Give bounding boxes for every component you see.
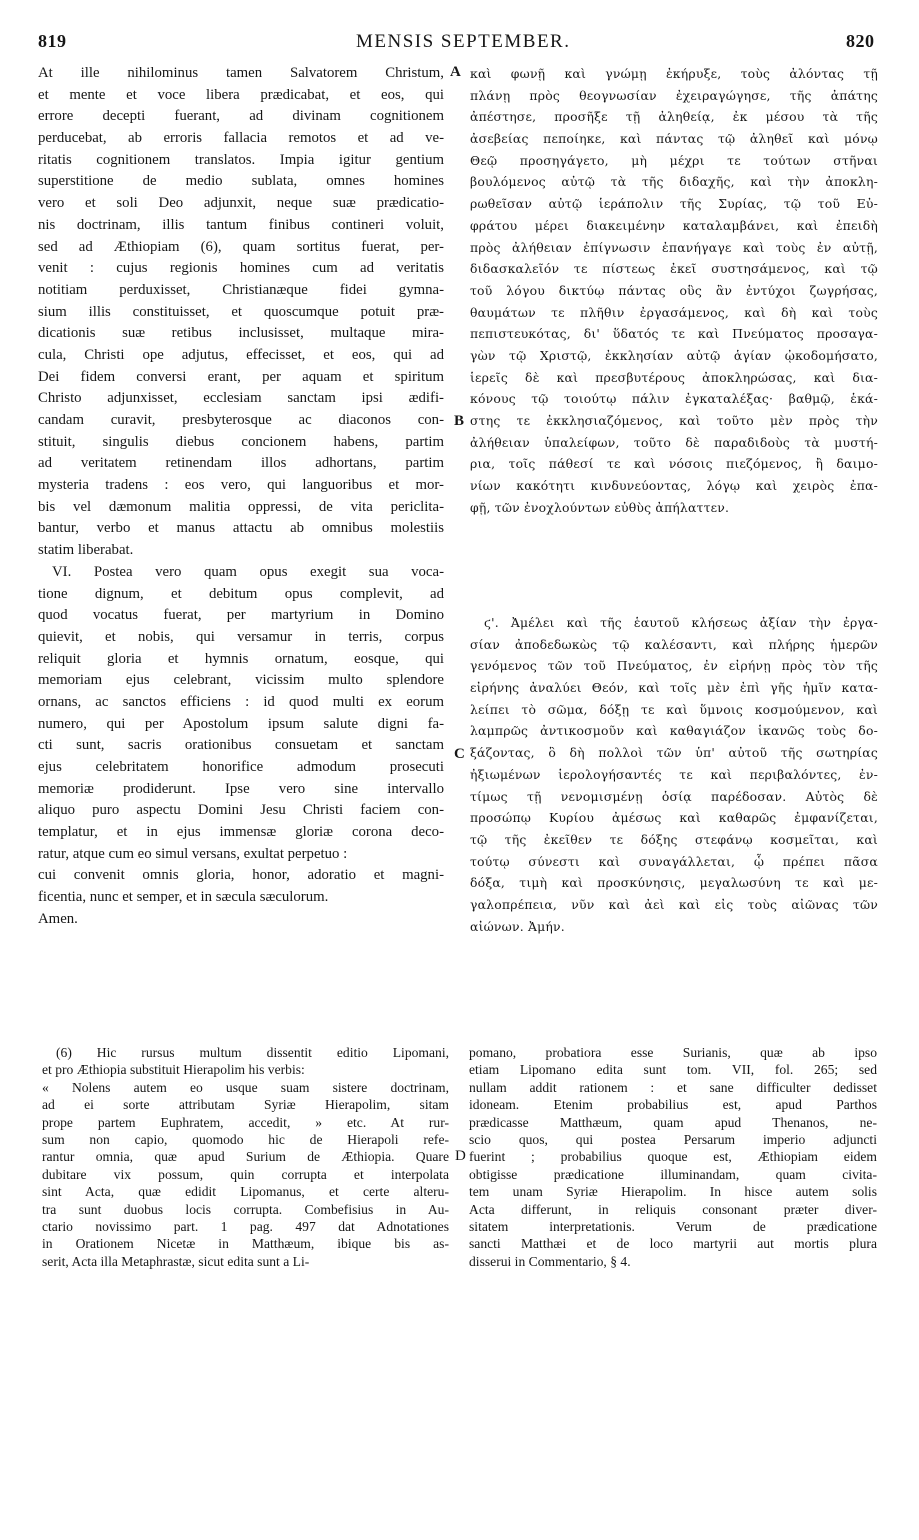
greek-text-column-section-vi xyxy=(470,612,878,937)
text-line: ad veritatem retinendam illos adhortans, partim xyxy=(38,455,444,472)
text-line: candam curavit, presbyterosque ac diaconos con- xyxy=(38,412,444,428)
text-line: sium illis constituisset, et quoscumque potuit præ- xyxy=(38,303,444,320)
text-line: (6) Hic rursus multum dissentit editio Lipomani, xyxy=(56,1045,449,1060)
text-line: ornans, ac sanctos efficiens : id quod multi ex eorum xyxy=(38,693,444,710)
text-line: πλάνῃ πρὸς θεογνωσίαν ἐχειραγώγησε, τῆς ἀπάτης xyxy=(470,87,878,103)
text-line: τοῦ λόγου δικτύῳ πάντας οὓς ἂν ἐντύχοι ζωγρήσας, xyxy=(470,282,878,298)
text-line: πρὸς ἀλήθειαν ἐπίγνωσιν ἐπανήγαγε καὶ τοὺς ἐν αὐτῇ, xyxy=(470,239,878,255)
text-line: ἀλήθειαν ὑπαλείφων, τοῦτο δὲ παραδιδοὺς τὰ μυστή- xyxy=(470,434,878,450)
text-line: εἰρήνης ἀναλύει Θεόν, καὶ τοῖς μὲν ἐπὶ γῆς ἡμῖν κατα- xyxy=(470,680,878,696)
text-line: cti sunt, sacris orationibus consuetam et sanctam xyxy=(38,737,444,754)
text-line: dicationis suæ retibus inclusisset, multaque mira- xyxy=(38,325,444,342)
text-line: ficentia, nunc et semper, et in sæcula sæculorum. xyxy=(38,889,329,906)
text-line: sancti Matthæi et de loco martyrii aut mortis plura xyxy=(469,1236,877,1252)
greek-text-column xyxy=(470,63,878,518)
text-line: ξάζοντας, ὃ δὴ πολλοὶ τῶν ὑπ' αὐτοῦ τῆς σωτηρίας xyxy=(470,745,878,761)
text-line: mysteria tradens : eos vero, qui languoribus et mor- xyxy=(38,477,444,494)
text-line: Christo adjunxisset, ecclesiam sanctam ipsi ædifi- xyxy=(38,390,444,407)
text-line: ϛ'. Ἀμέλει καὶ τῆς ἑαυτοῦ κλήσεως ἀξίαν τὴν ἐργα- xyxy=(484,615,878,630)
text-line: ctario novissimo part. 1 pag. 497 dat Adnotationes xyxy=(42,1218,449,1234)
margin-marker-b: B xyxy=(454,413,465,429)
footnote-left-column xyxy=(42,1044,449,1270)
text-line: obtigisse prædicatione illuminandam, quam civita- xyxy=(469,1166,877,1182)
text-line: nullam addit rationem : et sane difficulter dedisset xyxy=(469,1079,877,1095)
text-line: dubitare vix possum, quin corrupta et interpolata xyxy=(42,1166,449,1182)
text-line: γὼν τῷ Χριστῷ, ἐκκλησίαν αὐτῷ ἁγίαν ᾠκοδομήσατο, xyxy=(470,347,878,363)
text-line: πεπιστευκότας, δι' ὕδατός τε καὶ Πνεύματος προσαγα- xyxy=(470,326,878,342)
text-line: venit : cujus regionis homines cum ad veritatis xyxy=(38,260,444,277)
text-line: γαλοπρέπεια, νῦν καὶ ἀεὶ καὶ εἰς τοὺς αἰῶνας τῶν xyxy=(470,896,878,912)
text-line: rantur omnia, quæ apud Surium de Æthiopia. Quare xyxy=(42,1149,449,1165)
text-line: reliquit gloria et hymnis ornatum, eosque, qui xyxy=(38,650,444,667)
text-line: φράτου μέρει διακειμένην καταλαμβάνει, καὶ ἐπειδὴ xyxy=(470,217,878,233)
text-line: λαμπρῶς ἀντικοσμοῦν καὶ καθαγιάζον ἱκανῶς τοὺς δο- xyxy=(470,723,878,739)
text-line: nis doctrinam, illis tantum finibus contineri voluit, xyxy=(38,216,444,233)
text-line: templatur, et in ejus immensæ gloriæ corona deco- xyxy=(38,824,444,841)
footnote-right-column xyxy=(469,1044,877,1270)
text-line: γενόμενος τῶν τοῦ Πνεύματος, ἐν εἰρήνῃ πρὸς τὸν τῆς xyxy=(470,658,878,674)
text-line: προσώπῳ Κυρίου ἀμέσως καὶ καθαρῶς ἐμφανίζεται, xyxy=(470,810,878,826)
text-line: ρωθεῖσαν αὐτῷ ἱεράπολιν τῆς Συρίας, τῷ τοῦ Εὐ- xyxy=(470,196,878,212)
text-line: νίων κακότητι κινδυνεύοντας, λόγῳ καὶ χειρὸς ἐπα- xyxy=(470,478,878,494)
text-line: φῇ, τῶν ἐνοχλούντων εὐθὺς ἀπήλαττεν. xyxy=(470,499,730,515)
text-line: Θεῷ προσηγάγετο, μὴ μέχρι τε τούτων στῆναι xyxy=(470,152,878,168)
text-line: tione dignum, et debitum opus complevit, ad xyxy=(38,585,444,602)
text-line: Amen. xyxy=(38,910,78,927)
text-line: Dei fidem conversi erant, per aquam et spiritum xyxy=(38,368,444,385)
text-line: prope partem Euphratem, accedit, » etc. At rur- xyxy=(42,1114,449,1130)
running-title: MENSIS SEPTEMBER. xyxy=(356,31,571,52)
text-line: idoneam. Etenim probabilius est, apud Parthos xyxy=(469,1097,877,1113)
text-line: notitiam perduxisset, Christianæque fidei gymna- xyxy=(38,281,444,298)
text-line: ad ei sorte attributam Syriæ Hierapolim, sitam xyxy=(42,1097,449,1113)
text-line: τίμως τῇ νενομισμένῃ ὁσίᾳ παρέδοσαν. Αὐτὸς δὲ xyxy=(470,788,878,804)
text-line: cui convenit omnis gloria, honor, adoratio et magni- xyxy=(38,867,444,884)
text-line: disserui in Commentario, § 4. xyxy=(469,1253,631,1269)
text-line: αἰώνων. Ἀμήν. xyxy=(470,918,565,934)
margin-marker-c: C xyxy=(454,746,465,762)
text-line: perducebat, ab erroris fallacia remotos et ad ve- xyxy=(38,130,444,147)
text-line: « Nolens autem eo usque suam sistere doctrinam, xyxy=(42,1079,449,1095)
text-line: sitatem interpretationis. Verum de prædicatione xyxy=(469,1218,877,1234)
text-line: διδασκαλεῖόν τε πίστεως ἐκεῖ συστησάμενος, καὶ τῷ xyxy=(470,261,878,277)
text-line: etiam Lipomano edita sunt tom. VII, fol. 265; sed xyxy=(469,1062,877,1078)
text-line: VI. Postea vero quam opus exegit sua voca- xyxy=(52,563,444,580)
text-line: ratur, atque cum eo simul versans, exultat perpetuo : xyxy=(38,845,348,862)
text-line: τούτῳ σύνεστι καὶ συναγάλλεται, ᾧ πρέπει πᾶσα xyxy=(470,853,878,869)
text-line: memoriæ prodiderunt. Ipse vero sine intervallo xyxy=(38,780,444,797)
latin-text-column xyxy=(38,63,444,931)
text-line: sum non capio, quomodo hic de Hierapoli refe- xyxy=(42,1131,449,1147)
text-line: At ille nihilominus tamen Salvatorem Christum, xyxy=(38,65,444,81)
text-line: pomano, probatiora esse Surianis, quæ ab ipso xyxy=(469,1045,877,1060)
page-number-left: 819 xyxy=(38,31,67,51)
text-line: bantur, verbo et manus attactu ab omnibus molestiis xyxy=(38,520,444,537)
text-line: fuerint ; probabilius quoque est, Æthiopiam eidem xyxy=(469,1149,877,1165)
text-line: ἀσεβείας πεποίηκε, καὶ πάντας τῷ ἀληθεῖ καὶ μόνῳ xyxy=(470,131,878,147)
text-line: ἱερεῖς δὲ καὶ πρεσβυτέρους ἀποκληρώσας, καὶ δια- xyxy=(470,369,878,385)
text-line: Acta differunt, in reliquis consonant præter diver- xyxy=(469,1201,877,1217)
text-line: σίαν ἀποδεδωκὼς τῷ καλέσαντι, καὶ πλήρης ἡμερῶν xyxy=(470,636,878,652)
text-line: καὶ φωνῇ καὶ γνώμῃ ἐκήρυξε, τοὺς ἀλόντας τῇ xyxy=(470,66,878,81)
text-line: λείπει τὸ σῶμα, δόξῃ τε καὶ ὕμνοις κοσμούμενον, καὶ xyxy=(470,701,878,717)
text-line: et pro Æthiopia substituit Hierapolim his verbis: xyxy=(42,1062,305,1078)
text-line: βουλόμενος αὐτῷ τὰ τῆς διδαχῆς, καὶ τὴν ἀποκλη- xyxy=(470,174,878,190)
text-line: bis vel dæmonum malitia oppressi, de vita periclita- xyxy=(38,498,444,515)
text-line: tra sunt duobus locis corrupta. Combefisius in Au- xyxy=(42,1201,449,1217)
margin-marker-a: A xyxy=(450,64,461,80)
text-line: et mente et voce libera prædicabat, et eos, qui xyxy=(38,86,444,103)
text-line: sed ad Æthiopiam (6), quam sortitus fuerat, per- xyxy=(38,238,444,255)
text-line: ἠξιωμένων ἱερολογήσαντές τε καὶ περιβαλόντες, ἐν- xyxy=(470,766,878,782)
text-line: errore decepti fuerant, ad divinam cognitionem xyxy=(38,108,444,125)
text-line: memoriam ejus celebrant, vicissim multo splendore xyxy=(38,672,444,689)
text-line: ρια, τοῖς πάθεσί τε καὶ νόσοις πιεζόμενος, ἢ δαιμο- xyxy=(470,456,878,472)
text-line: prædicasse Matthæum, quam apud Thenanos, ne- xyxy=(469,1114,877,1130)
text-line: vero et soli Deo adjunxit, neque suæ prædicatio- xyxy=(38,195,444,212)
text-line: statim liberabat. xyxy=(38,542,134,559)
text-line: ritatis cognitionem translatos. Impia igitur gentium xyxy=(38,151,444,168)
text-line: τῷ τῆς ἐκεῖθεν τε δόξης στεφάνῳ κοσμεῖται, καὶ xyxy=(470,831,878,847)
text-line: cula, Christi ope adjutus, effecisset, et eos, qui ad xyxy=(38,346,444,363)
text-line: ejus celebritatem honorifice admodum prosecuti xyxy=(38,759,444,775)
text-line: ἀπέστησε, προσῆξε τῇ ἀληθείᾳ, ἐκ μέσου τὰ τῆς xyxy=(470,109,878,125)
text-line: δόξα, τιμὴ καὶ προσκύνησις, μεγαλωσύνη τε καὶ με- xyxy=(470,875,878,891)
text-line: tem unam Syriæ Hierapolim. In hisce autem solis xyxy=(469,1184,877,1200)
text-line: στης τε ἐκκλησιαζόμενος, καὶ τοῦτο μὲν πρὸς τὴν xyxy=(470,413,878,428)
text-line: serit, Acta illa Metaphrastæ, sicut edita sunt a Li- xyxy=(42,1253,310,1269)
page-number-right: 820 xyxy=(846,31,875,51)
text-line: scio quos, qui postea Persarum imperio adjuncti xyxy=(469,1131,877,1147)
text-line: numero, qui per Apostolum ipsum salute digni fa- xyxy=(38,715,444,732)
text-line: sint Acta, quæ edidit Lipomanus, et certe alteru- xyxy=(42,1184,449,1200)
text-line: quievit, et nobis, qui versamur in terris, corpus xyxy=(38,628,444,645)
text-line: quod vocatus fuerat, per martyrium in Domino xyxy=(38,607,444,624)
text-line: κόνους τῷ τοιούτῳ πάλιν ἐγκαταλέξας· βαθμῷ, ἑκά- xyxy=(470,391,878,407)
text-line: superstitione de medio sublata, omnes homines xyxy=(38,173,444,190)
margin-marker-d: D xyxy=(455,1148,466,1164)
text-line: stituit, singulis diebus concionem habens, partim xyxy=(38,433,444,450)
text-line: θαυμάτων τε πλῆθιν ἐργασάμενος, καὶ δὴ καὶ τοὺς xyxy=(470,304,878,320)
text-line: aliquo puro aspectu Domini Jesu Christi faciem con- xyxy=(38,802,444,819)
text-line: in Orationem Nicetæ in Matthæum, ibique bis as- xyxy=(42,1236,449,1252)
